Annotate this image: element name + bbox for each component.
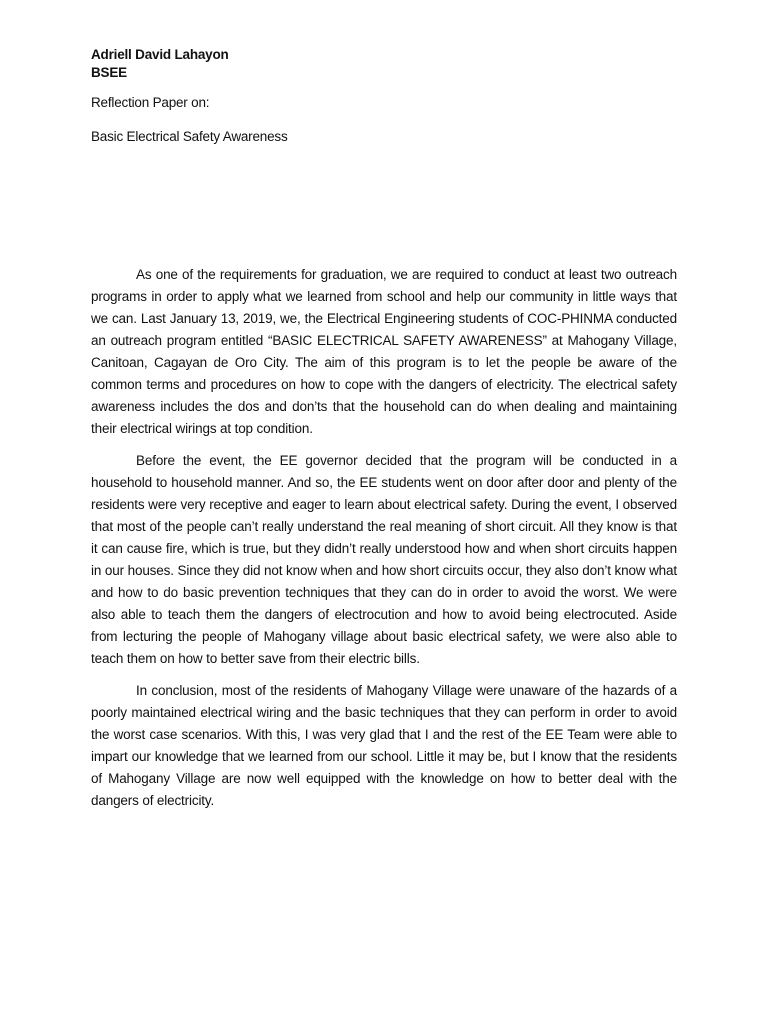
paragraph-conclusion: In conclusion, most of the residents of Mahogany Village were unaware of the hazards of a poorly maintained electrical wiring and the basic techniques that they can perform in order to avoid the worst case scenarios. With this, I was very glad that I and the rest of the EE Team were able to impart our knowledge that we learned from our school. Little it may be, but I know that the residents of Mahogany Village are now well equipped with the knowledge on how to better deal with the dangers of electricity.: [91, 683, 677, 808]
paragraph-intro: As one of the requirements for graduation, we are required to conduct at least two outreach programs in order to apply what we learned from school and help our community in little ways that we can. Last January 13, 2019, we, the Electrical Engineering students of COC-PHINMA conducted an outreach program entitled “BASIC ELECTRICAL SAFETY AWARENESS” at Mahogany Village, Canitoan, Cagayan de Oro City. The aim of this program is to let the people be aware of the common terms and procedures on how to cope with the dangers of electricity. The electrical safety awareness includes the dos and don’ts that the household can do when dealing and maintaining their electrical wirings at top condition.: [91, 267, 677, 436]
document-header: [91, 46, 681, 146]
document-body: [91, 264, 677, 822]
paragraph-event: Before the event, the EE governor decided that the program will be conducted in a household to household manner. And so, the EE students went on door after door and plenty of the residents were very receptive and eager to learn about electrical safety. During the event, I observed that most of the people can’t really understand the real meaning of short circuit. All they know is that it can cause fire, which is true, but they didn’t really understood how and when short circuits happen in our houses. Since they did not know when and how short circuits occur, they also don’t know what and how to do basic prevention techniques that they can do in order to avoid the worst. We were also able to teach them the dangers of electrocution and how to avoid being electrocuted. Aside from lecturing the people of Mahogany village about basic electrical safety, we were also able to teach them on how to better save from their electric bills.: [91, 453, 677, 666]
degree-program: BSEE: [91, 65, 127, 80]
paper-type-label: Reflection Paper on:: [91, 95, 210, 110]
author-name: Adriell David Lahayon: [91, 47, 229, 62]
paper-title: Basic Electrical Safety Awareness: [91, 129, 288, 144]
